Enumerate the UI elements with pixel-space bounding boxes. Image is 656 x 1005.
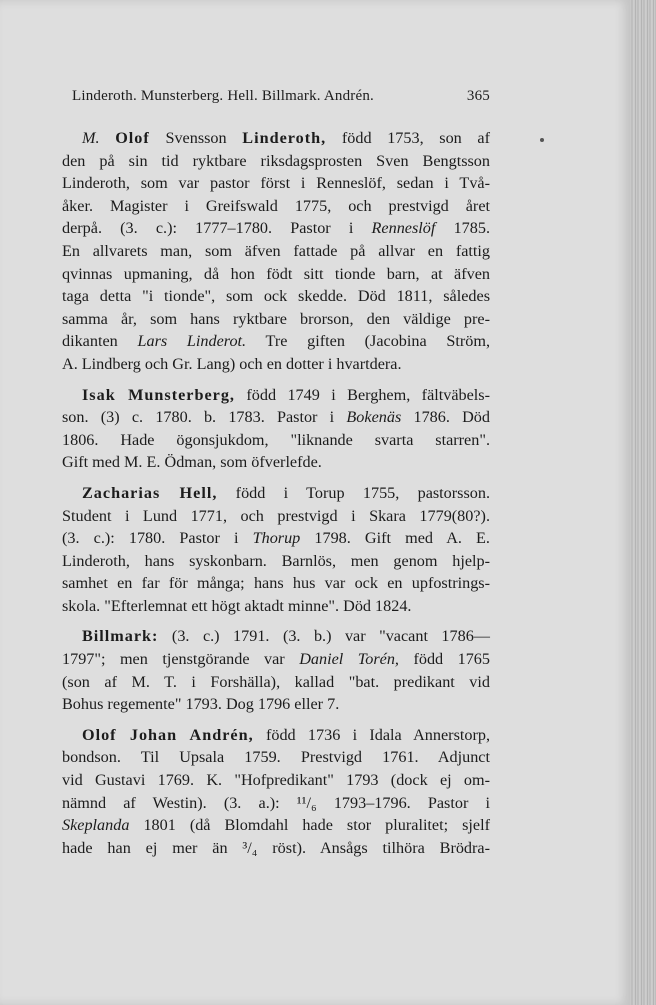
text-line: hade han ej mer än ³/₄ röst). Ansågs tilhöra Brödra-	[62, 838, 490, 857]
text-line: (3. c.): 1780. Pastor i Thorup 1798. Gift med A. E.	[62, 529, 490, 548]
text-line: (son af M. T. i Forshälla), kallad "bat. predikant vid	[62, 672, 490, 691]
running-head	[72, 88, 490, 105]
ink-speck	[540, 138, 544, 142]
page-edge	[630, 0, 656, 1005]
entry-billmark	[62, 625, 490, 715]
text-line: Bohus regemente" 1793. Dog 1796 eller 7.	[62, 695, 340, 714]
text-line: åker. Magister i Greifswald 1775, och prestvigd året	[62, 196, 490, 215]
text-line: 1806. Hade ögonsjukdom, "liknande svarta starren".	[62, 430, 490, 449]
text-line: 1797"; men tjenstgörande var Daniel Torén, född 1765	[62, 650, 490, 669]
text-line: samma år, som hans ryktbare brorson, den väldige pre-	[62, 309, 490, 328]
text-line: Linderoth, som var pastor först i Renneslöf, sedan i Två-	[62, 174, 490, 193]
text-line: Student i Lund 1771, och prestvigd i Skara 1779(80?).	[62, 506, 490, 525]
text-line: Gift med M. E. Ödman, som öfverlefde.	[62, 453, 322, 472]
entry-hell	[62, 482, 490, 618]
text-line: Linderoth, hans syskonbarn. Barnlös, men genom hjelp-	[62, 551, 490, 570]
text-line: qvinnas upmaning, då hon födt sitt tionde barn, at äfven	[62, 264, 490, 283]
entry-linderoth	[62, 127, 490, 376]
running-title: Linderoth. Munsterberg. Hell. Billmark. Andrén.	[72, 88, 374, 104]
entry-munsterberg	[62, 384, 490, 474]
page-number: 365	[466, 88, 490, 104]
text-line: Olof Johan Andrén, född 1736 i Idala Annerstorp,	[82, 725, 490, 744]
text-line: vid Gustavi 1769. K. "Hofpredikant" 1793 (dock ej om-	[62, 771, 490, 790]
text-line: samhet en far för många; hans hus var ock en upfostrings-	[62, 574, 490, 593]
text-line: A. Lindberg och Gr. Lang) och en dotter i hvartdera.	[62, 354, 402, 373]
text-line: Billmark: (3. c.) 1791. (3. b.) var "vacant 1786—	[82, 627, 490, 646]
text-line: M. Olof Svensson Linderoth, född 1753, son af	[82, 129, 491, 147]
page-text	[62, 88, 490, 867]
text-line: Skeplanda 1801 (då Blomdahl hade stor pluralitet; sjelf	[62, 816, 490, 835]
text-line: taga detta "i tionde", som ock skedde. Död 1811, således	[62, 287, 490, 306]
text-line: En allvarets man, som äfven fattade på allvar en fattig	[62, 241, 490, 260]
text-line: Zacharias Hell, född i Torup 1755, pastorsson.	[82, 483, 490, 502]
text-line: dikanten Lars Linderot. Tre giften (Jacobina Ström,	[62, 332, 490, 351]
text-line: Isak Munsterberg, född 1749 i Berghem, fältväbels-	[82, 385, 490, 404]
text-line: nämnd af Westin). (3. a.): ¹¹/₆ 1793–1796. Pastor i	[62, 793, 490, 812]
text-line: bondson. Til Upsala 1759. Prestvigd 1761. Adjunct	[62, 748, 490, 767]
text-line: derpå. (3. c.): 1777–1780. Pastor i Renneslöf 1785.	[62, 219, 490, 238]
entry-andren	[62, 724, 490, 860]
text-line: den på sin tid ryktbare riksdagsprosten Sven Bengtsson	[62, 151, 490, 170]
text-line: son. (3) c. 1780. b. 1783. Pastor i Bokenäs 1786. Död	[62, 408, 490, 427]
text-line: skola. "Efterlemnat ett högt aktadt minne". Död 1824.	[62, 596, 412, 615]
